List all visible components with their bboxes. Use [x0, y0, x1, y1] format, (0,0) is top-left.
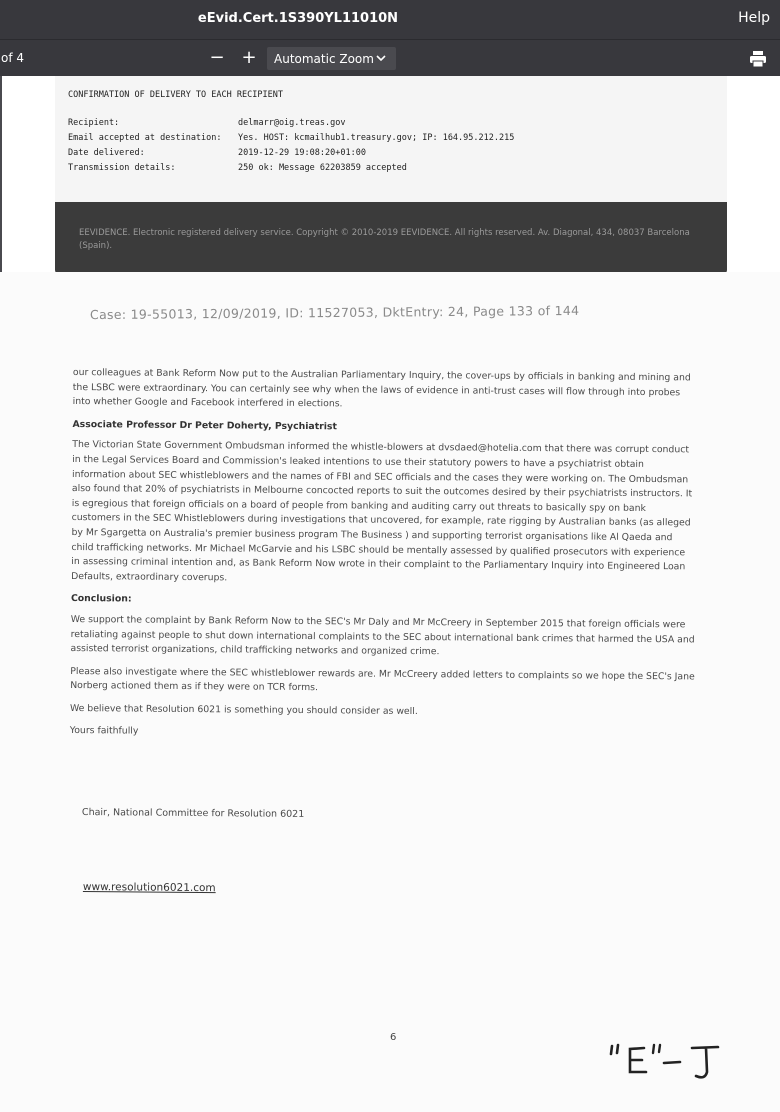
paragraph: We support the complaint by Bank Reform Now to the SEC's Mr Daly and Mr McCreery in September 2015 that foreign officials were retaliating against people to shut down international complaints to the SEC about international bank crimes that harmed the USA and assisted terrorist organizations, child trafficking networks and organized crime. — [70, 613, 695, 658]
scanned-page — [0, 272, 780, 1112]
delivery-confirmation — [55, 76, 727, 274]
signature-title: Chair, National Committee for Resolution 6021 — [81, 807, 305, 820]
pdf-toolbar — [0, 39, 780, 77]
zoom-select[interactable] — [267, 47, 396, 70]
paragraph: The Victorian State Government Ombudsman informed the whistle-blowers at dvsdaed@hotelia.com that there was corrupt conduct in the Legal Services Board and Commission's leaked intentions to use their statutory powers to have a psychiatrist obtain information about SEC whistleblowers and the names of FBI and SEC officials and the cases they were working on. The Ombudsman also found that 20% of psychiatrists in Melbourne concocted reports to suit the outcomes desired by their psychiatrists instructors. It is egregious that foreign officials on a board of people from banking and auditing carry out threats to basically spy on bank customers in the SEC Whistleblowers during investigations that uncovered, for example, rate rigging by Australian banks (as alleged by Mr Sgargetta on Australia's premier business program The Business ) and supporting terrorist organisations like Al Qaeda and child trafficking networks. Mr Michael McGarvie and his LSBC should be mentally assessed by qualified prosecutors with experience in assessing criminal intention and, as Bank Reform Now wrote in their complaint to the Parliamentary Inquiry into Engineered Loan Defaults, extraordinary coverups. — [71, 439, 693, 584]
viewer-left-edge — [0, 76, 2, 276]
document-title: eEvid.Cert.1S390YL11010N — [197, 11, 399, 26]
case-header: Case: 19-55013, 12/09/2019, ID: 11527053, DktEntry: 24, Page 133 of 144 — [89, 302, 580, 323]
date-row: Date delivered: 2019-12-29 19:08:20+01:00 — [68, 148, 366, 158]
website-link[interactable]: www.resolution6021.com — [82, 881, 216, 895]
zoom-in-button[interactable]: + — [241, 47, 257, 68]
eevidence-footer — [55, 202, 727, 274]
paragraph: Please also investigate where the SEC whistleblower rewards are. Mr McCreery added letters to complaints so we hope the SEC's Jane Norberg actioned them as if they were on TCR forms. — [70, 665, 695, 694]
document-viewer[interactable] — [0, 76, 780, 1112]
paragraph: We believe that Resolution 6021 is something you should consider as well. — [69, 702, 418, 717]
recipient-row: Recipient: delmarr@oig.treas.gov — [68, 118, 346, 128]
zoom-select-value: Automatic Zoom — [274, 52, 374, 66]
section-heading: Conclusion: — [70, 593, 132, 605]
closing: Yours faithfully — [69, 725, 139, 738]
chevron-down-icon — [375, 50, 387, 69]
transmission-row: Transmission details: 250 ok: Message 62203859 accepted — [68, 163, 407, 173]
letter-body — [70, 366, 698, 753]
handwritten-exhibit-mark — [606, 1040, 724, 1084]
copyright-text: EEVIDENCE. Electronic registered delivery service. Copyright © 2010-2019 EEVIDENCE. All rights reserved. Av. Diagonal, 434, 08037 Barcelona (Spain). — [79, 228, 690, 251]
accepted-row: Email accepted at destination: Yes. HOST: kcmailhub1.treasury.gov; IP: 164.95.212.215 — [68, 133, 515, 143]
page-number: 6 — [390, 1032, 397, 1043]
paragraph: our colleagues at Bank Reform Now put to the Australian Parliamentary Inquiry, the cover-ups by officials in banking and mining and the LSBC were extraordinary. You can certainly see why when the laws of evidence in anti-trust cases will flow through into probes into whether Google and Facebook interfered in elections. — [72, 366, 691, 410]
confirmation-heading: CONFIRMATION OF DELIVERY TO EACH RECIPIENT — [68, 90, 283, 100]
print-button[interactable] — [748, 50, 768, 68]
title-bar — [0, 0, 780, 39]
help-link[interactable]: Help — [738, 10, 770, 26]
section-heading: Associate Professor Dr Peter Doherty, Psychiatrist — [72, 418, 337, 433]
zoom-out-button[interactable]: − — [209, 47, 225, 68]
page-count: of 4 — [1, 51, 25, 65]
printer-icon — [748, 50, 768, 68]
